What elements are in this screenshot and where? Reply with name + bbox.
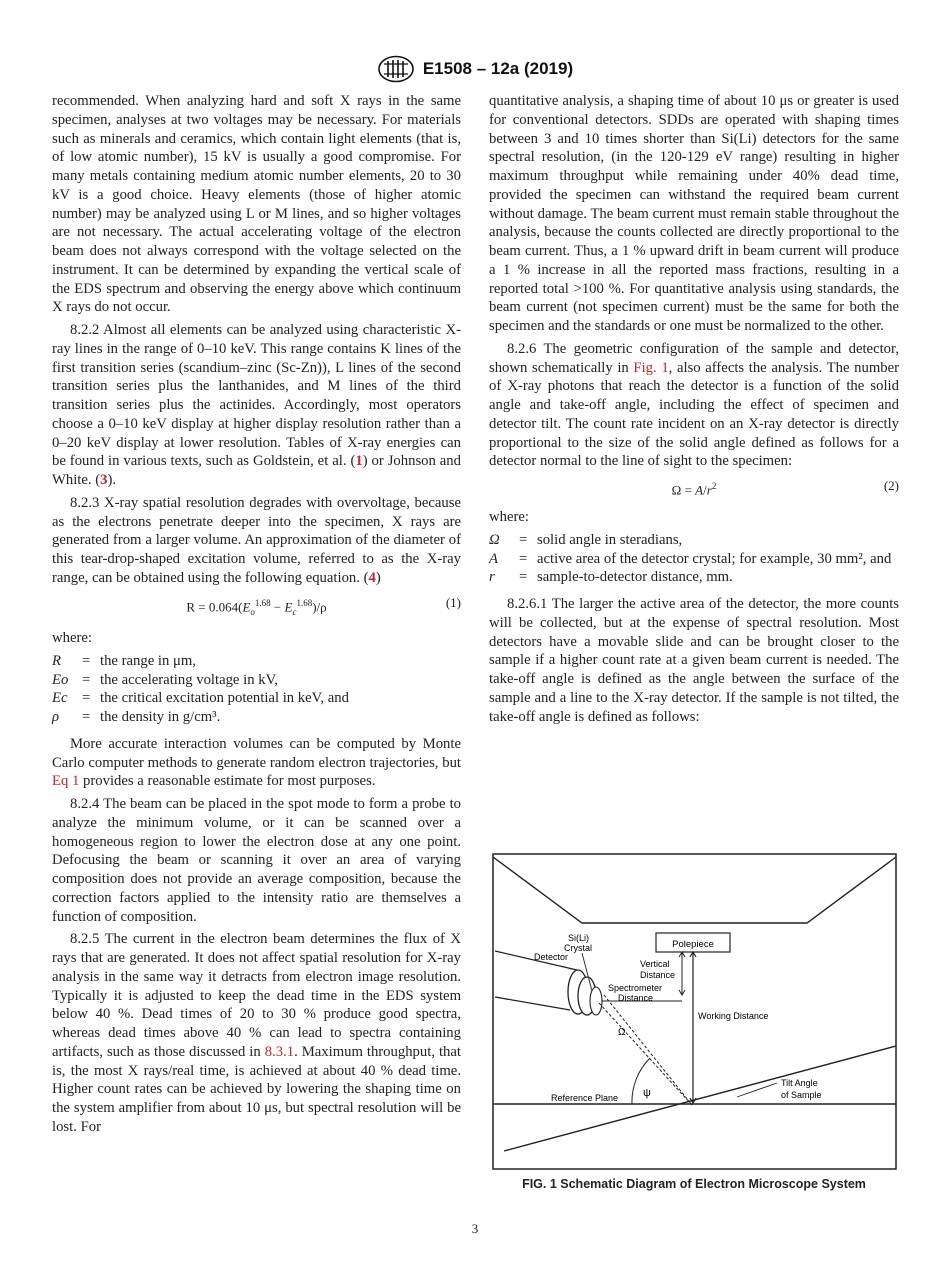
definition-row: r = sample-to-detector distance, mm. xyxy=(489,569,733,586)
reference-link-3[interactable]: 3 xyxy=(100,472,108,488)
definition-row: Ω = solid angle in steradians, xyxy=(489,531,683,548)
label-vertical-2: Distance xyxy=(640,970,676,980)
left-column xyxy=(52,92,461,1137)
reference-link-1[interactable]: 1 xyxy=(355,453,363,470)
standard-designation: E1508 – 12a (2019) xyxy=(422,59,574,78)
label-detector: Detector xyxy=(534,952,569,962)
definition-row: R = the range in μm, xyxy=(52,652,196,669)
equation-1-link[interactable]: Eq 1 xyxy=(52,773,80,790)
paragraph-voltage-selection: recommended. When analyzing hard and soft X rays in the same specimen, analyses at two voltages may be necessary. For materials such as minerals and ceramics, which contain light elements (that is, of low atomic number), 15 kV is usually a good compromise. For many metals containing medium atomic number elements, 20 to 30 kV is a good choice. Heavy elements (those of higher atomic number) may be analyzed using L or M lines, and so higher voltages are not necessary. The actual accelerating voltage of the electron beam does not always correspond with the voltage selected on the instrument. It can be determined by expanding the vertical scale of the EDS spectrum and observing the energy above which continuum X rays do not occur. xyxy=(52,93,461,316)
equation-2-definitions xyxy=(489,531,899,587)
paragraph-8-2-6-1: 8.2.6.1 The larger the active area of the detector, the more counts will be collected, but at the expense of spectral resolution. Most detectors have a movable slide and can be brought closer to the sample if a higher count rate at a given beam current is needed. The take-off angle is defined as the angle between the surface of the sample and a line to the X-ray detector. If the sample is not tilted, the take-off angle is defined as follows: xyxy=(489,596,899,725)
definition-row: Eo = the accelerating voltage in kV, xyxy=(52,671,278,688)
definition-row: ρ = the density in g/cm³. xyxy=(52,709,221,726)
equation-1: $R = 0.064(E_o^{1.68} - E_c^{1.68})/\rho$ (1) xyxy=(186,594,461,617)
label-psi: ψ xyxy=(643,1087,651,1099)
crystal xyxy=(590,987,602,1015)
definition-row: A = active area of the detector crystal; for example, 30 mm², and xyxy=(489,550,892,567)
equation-number: (1) xyxy=(445,594,461,610)
label-crystal-2: Crystal xyxy=(564,943,593,953)
figure-caption: FIG. 1 Schematic Diagram of Electron Microscope System xyxy=(522,1177,866,1191)
section-8-3-1-link[interactable]: 8.3.1 xyxy=(264,1043,295,1060)
figure-1-schematic xyxy=(492,853,897,1170)
paragraph-8-2-5: 8.2.5 The current in the electron beam determines the flux of X rays that are generated. It does not affect spatial resolution for X-ray analysis in the same way it detracts from electron image resolution. Typically it is adjusted to keep the dead time in the EDS system below 40 %. Dead times of 20 to 30 % produce good spectra, whereas dead times above 40 % can lead to spectra containing artifacts, such as those discussed in 8.3.1. Maximum throughput, that is, the most X rays/real time, is achieved at about 40 % dead time. Higher count rates can be achieved by lowering the shaping time on the system amplifier from about 10 μs, but spectral resolution will be lost. For xyxy=(52,931,461,1135)
page-number: 3 xyxy=(471,1221,479,1236)
paragraph-8-2-6: 8.2.6 The geometric configuration of the sample and detector, shown schematically in Fig. 1, also affects the analysis. The number of X-ray photons that reach the detector is a function of the solid angle and take-off angle, including the effect of specimen and detector tilt. The count rate incident on an X-ray detector is directly proportional to the size of the solid angle defined as follows for a detector normal to the line of sight to the specimen: xyxy=(489,340,900,470)
label-vertical-1: Vertical xyxy=(640,959,670,969)
equation-1-definitions xyxy=(52,652,461,727)
paragraph-8-2-3: 8.2.3 X-ray spatial resolution degrades with overvoltage, because as the electrons penetrate deeper into the specimen, X rays are generated from a larger volume. An approximation of the diameter of this tear-drop-shaped excitation volume, referred to as the X-ray range, can be obtained using the following equation. (4) xyxy=(52,494,461,586)
equation-number: (2) xyxy=(883,478,899,493)
chamber-outline xyxy=(493,857,896,923)
label-spectrometer-2: Distance xyxy=(618,993,654,1003)
label-spectrometer-1: Spectrometer xyxy=(608,983,663,993)
label-working-distance: Working Distance xyxy=(698,1011,769,1021)
label-polepiece: Polepiece xyxy=(672,939,714,950)
reference-link-4[interactable]: 4 xyxy=(368,569,376,586)
where-label: where: xyxy=(489,509,529,526)
paragraph-8-2-2: 8.2.2 Almost all elements can be analyzed using characteristic X-ray lines in the range of 0–10 keV. This range contains K lines of the first transition series (scandium–zinc (Sc-Zn)), L lines of the second transition series plus the lanthanides, and M lines of the third transition series plus the actinides. Accordingly, most operators choose a 0–10 keV display at higher display resolution rather than a 0–20 keV display at lower resolution. Tables of X-ray energies can be found in various texts, such as Goldstein, et al. (1) or Johnson and White. (3). xyxy=(52,322,461,488)
right-column xyxy=(489,92,899,726)
detector-tube-bottom xyxy=(495,997,570,1010)
figure-1-link[interactable]: Fig. 1 xyxy=(633,359,669,376)
label-omega: Ω xyxy=(618,1027,626,1038)
page-header xyxy=(0,55,950,83)
label-crystal-1: Si(Li) xyxy=(568,933,590,943)
paragraph-8-2-4: 8.2.4 The beam can be placed in the spot mode to form a probe to analyze the minimum volume, or it can be scanned over a homogeneous region to lower the electron dose at any one point. Defocusing the beam or scanning it over an area of varying composition does not provide an average composition, because the correction factors applied to the intensity ratio are themselves a function of composition. xyxy=(52,796,461,925)
label-tilt-1: Tilt Angle xyxy=(781,1078,818,1088)
definition-row: Ec = the critical excitation potential in keV, and xyxy=(52,690,349,707)
where-label: where: xyxy=(52,630,92,647)
astm-logo-icon xyxy=(377,55,415,83)
label-reference-plane: Reference Plane xyxy=(551,1093,619,1103)
paragraph-monte-carlo: More accurate interaction volumes can be computed by Monte Carlo computer methods to generate random electron trajectories, but Eq 1 provides a reasonable estimate for most purposes. xyxy=(52,735,461,790)
tilt-leader xyxy=(737,1083,777,1097)
equation-2: $\Omega = A/r^2$ (2) xyxy=(671,478,899,498)
label-tilt-2: of Sample xyxy=(781,1090,822,1100)
paragraph-shaping-time: quantitative analysis, a shaping time of about 10 μs or greater is used for conventional detectors. SDDs are operated with shaping times between 3 and 10 times shorter than Si(Li) detectors for the same spectral resolution, (in the 120-129 eV range) resulting in higher maximum throughput while remaining under 40% dead time, provided the specimen can withstand the required beam current without damage. The beam current must remain stable throughout the analysis, because the counts collected are directly proportional to the beam current. Thus, a 1 % upward drift in beam current will produce a 1 % increase in all the reported mass fractions, resulting in a reported total >100 %. For quantitative analysis using standards, the beam current (not specimen current) must be the same for both the specimen and the standards or one must be normalized to the other. xyxy=(489,93,899,334)
